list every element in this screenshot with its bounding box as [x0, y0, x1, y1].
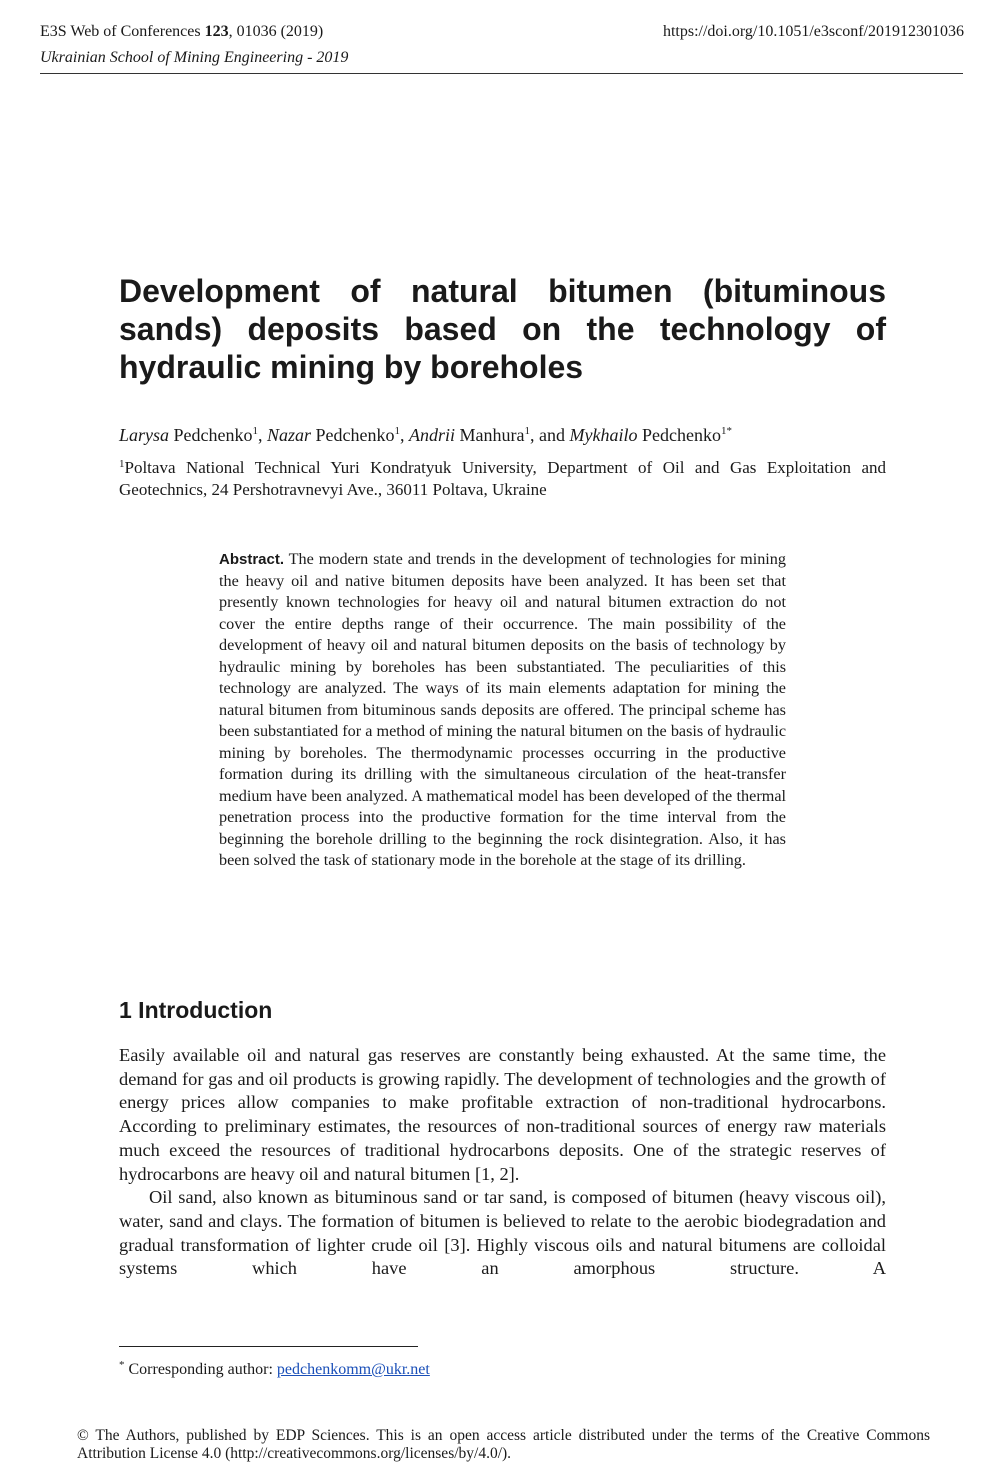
author-given-name: Mykhailo — [569, 425, 638, 445]
author-family-name: Manhura — [459, 425, 525, 445]
affiliation — [119, 457, 886, 501]
author-family-name: Pedchenko — [641, 425, 721, 445]
author-separator: , and — [530, 425, 570, 445]
author-affiliation-marker: 1 — [394, 425, 400, 437]
author-separator: , — [400, 425, 409, 445]
author — [570, 425, 732, 445]
article-number: , 01036 (2019) — [228, 23, 324, 40]
affiliation-text: Poltava National Technical Yuri Kondratyuk University, Department of Oil and Gas Exploitation and Geotechnics, 24 Pershotravnevyi Ave., 36011 Poltava, Ukraine — [119, 458, 886, 499]
section-heading: 1 Introduction — [119, 997, 273, 1023]
author-affiliation-marker: 1* — [720, 425, 732, 437]
author-affiliation-marker: 1 — [252, 425, 258, 437]
corresponding-email-link[interactable]: pedchenkomm@ukr.net — [276, 1361, 430, 1378]
author-given-name: Nazar — [267, 425, 312, 445]
journal-volume: 123 — [204, 23, 229, 40]
author-given-name: Larysa — [119, 425, 170, 445]
running-header-journal — [40, 22, 323, 42]
abstract-label: Abstract. — [219, 551, 285, 568]
footnote-marker: * — [119, 1359, 125, 1371]
author — [409, 425, 570, 445]
doi-link[interactable]: https://doi.org/10.1051/e3sconf/201912301036 — [662, 23, 964, 40]
affiliation-marker: 1 — [119, 458, 125, 470]
license-notice: © The Authors, published by EDP Sciences. This is an open access article distributed under the terms of the Creative Commons Attribution License 4.0 (http://creativecommons.org/licenses/by/4.0/). — [77, 1427, 930, 1462]
footnote — [119, 1360, 430, 1380]
conference-name: Ukrainian School of Mining Engineering - 2019 — [40, 49, 349, 66]
author — [119, 425, 267, 445]
author-list — [119, 423, 886, 447]
author-separator: , — [258, 425, 267, 445]
footnote-divider — [119, 1346, 418, 1347]
author-family-name: Pedchenko — [315, 425, 395, 445]
author-affiliation-marker: 1 — [524, 425, 530, 437]
paper-title: Development of natural bitumen (bituminous sands) deposits based on the technology of hydraulic mining by boreholes — [119, 273, 886, 385]
abstract — [219, 549, 786, 872]
abstract-text: The modern state and trends in the development of technologies for mining the heavy oil and native bitumen deposits have been analyzed. It has been set that presently known technologies for heavy oil and natural bitumen extraction do not cover the entire depths range of their occurrence. The main possibility of the development of heavy oil and natural bitumen deposits on the basis of technology by hydraulic mining by boreholes has been substantiated. The peculiarities of this technology are analyzed. The ways of its main elements adaptation for mining the natural bitumen from bituminous sands deposits are offered. The principal scheme has been substantiated for a method of mining the natural bitumen on the basis of hydraulic mining by boreholes. The thermodynamic processes occurring in the productive formation during its drilling with the simultaneous circulation of the heat-transfer medium have been analyzed. A mathematical model has been developed of the thermal penetration process into the productive formation for the time interval from the beginning the borehole drilling to the beginning the rock disintegration. Also, it has been solved the task of stationary mode in the borehole at the stage of its drilling. — [219, 550, 786, 869]
body-paragraph: Easily available oil and natural gas reserves are constantly being exhausted. At the same time, the demand for gas and oil products is growing rapidly. The development of technologies and the growth of energy prices allow companies to make profitable extraction of non-traditional hydrocarbons. According to preliminary estimates, the resources of non-traditional sources of energy raw materials much exceed the resources of traditional hydrocarbons deposits. One of the strategic reserves of hydrocarbons are heavy oil and natural bitumen [1, 2]. — [119, 1045, 886, 1184]
body-paragraph: Oil sand, also known as bituminous sand or tar sand, is composed of bitumen (heavy viscous oil), water, sand and clays. The formation of bitumen is believed to relate to the aerobic biodegradation and gradual transformation of lighter crude oil [3]. Highly viscous oils and natural bitumens are colloidal systems which have an amorphous structure. A — [119, 1187, 886, 1279]
author — [267, 425, 409, 445]
header-divider — [40, 73, 963, 74]
author-given-name: Andrii — [409, 425, 456, 445]
author-family-name: Pedchenko — [173, 425, 253, 445]
section-body — [119, 1044, 886, 1281]
footnote-label: Corresponding author: — [128, 1361, 277, 1378]
journal-name: E3S Web of Conferences — [40, 23, 205, 40]
